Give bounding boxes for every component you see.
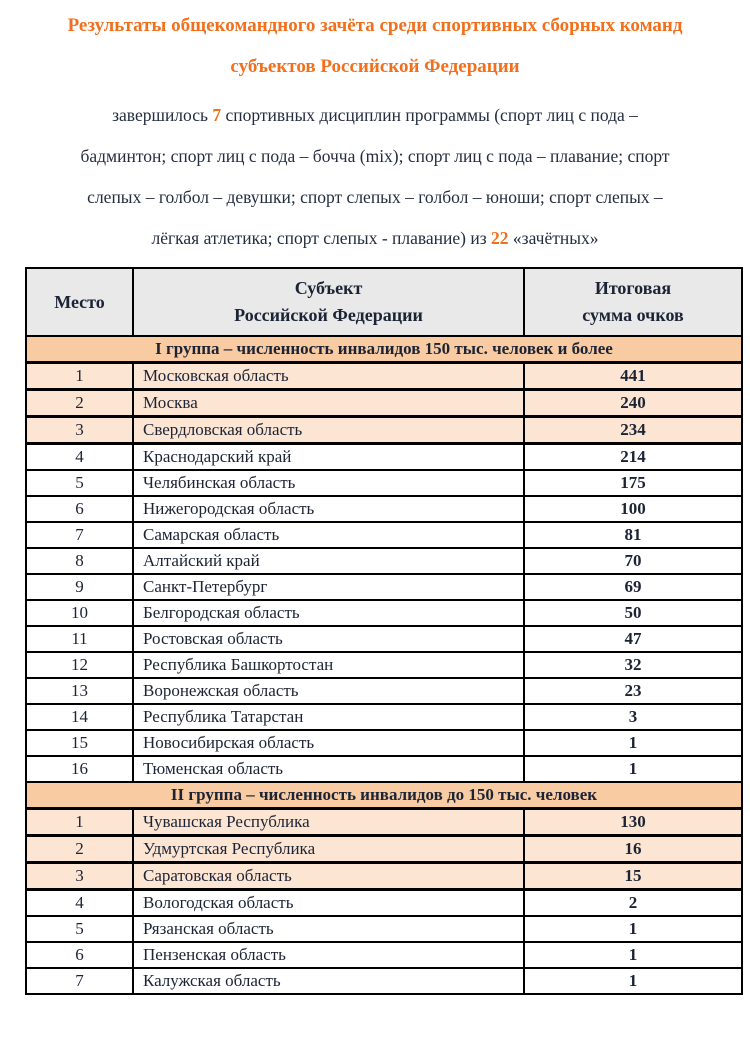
title-line-1: Результаты общекомандного зачёта среди спортивных сборных команд [67,15,683,36]
table-row [26,363,742,390]
table-body [26,336,742,994]
table-header-line: Российской Федерации [234,305,423,325]
region-name: Воронежская область [133,678,524,704]
place-value: 9 [26,574,133,600]
table-row [26,836,742,863]
table-header-line: Место [54,291,105,312]
table-row [26,496,742,522]
place-value: 6 [26,942,133,968]
score-value: 2 [524,890,742,917]
place-value: 12 [26,652,133,678]
region-name: Алтайский край [133,548,524,574]
table-row [26,678,742,704]
table-row [26,600,742,626]
region-name: Москва [133,390,524,417]
place-value: 1 [26,363,133,390]
region-name: Санкт-Петербург [133,574,524,600]
intro-line-2: бадминтон; спорт лиц с пода – бочча (mix); спорт лиц с пода – плавание; спорт [80,146,670,166]
table-row [26,809,742,836]
region-name: Вологодская область [133,890,524,917]
place-value: 7 [26,522,133,548]
place-value: 16 [26,756,133,782]
results-table [25,267,743,995]
place-value: 3 [26,417,133,444]
table-row [26,863,742,890]
document-title [0,5,750,87]
place-value: 4 [26,890,133,917]
place-value: 13 [26,678,133,704]
table-row [26,417,742,444]
region-name: Пензенская область [133,942,524,968]
region-name: Рязанская область [133,916,524,942]
region-name: Самарская область [133,522,524,548]
table-header-line: сумма очков [582,305,684,325]
intro-text: лёгкая атлетика; спорт слепых - плавание) из [151,228,492,248]
table-row [26,522,742,548]
score-value: 1 [524,942,742,968]
place-value: 14 [26,704,133,730]
score-value: 214 [524,444,742,471]
intro-text: «зачётных» [508,228,599,248]
score-value: 81 [524,522,742,548]
place-value: 6 [26,496,133,522]
score-value: 69 [524,574,742,600]
page [0,5,750,1044]
region-name: Чувашская Республика [133,809,524,836]
score-value: 130 [524,809,742,836]
table-row [26,968,742,994]
region-name: Тюменская область [133,756,524,782]
title-line-2: субъектов Российской Федерации [230,56,520,77]
table-header-line: Итоговая [594,278,672,298]
score-value: 234 [524,417,742,444]
score-value: 50 [524,600,742,626]
region-name: Калужская область [133,968,524,994]
score-value: 441 [524,363,742,390]
score-value: 1 [524,756,742,782]
table-row [26,548,742,574]
score-value: 240 [524,390,742,417]
document-page [0,5,750,1044]
table-row [26,756,742,782]
intro-line-3: слепых – голбол – девушки; спорт слепых – голбол – юноши; спорт слепых – [87,187,663,207]
place-value: 2 [26,836,133,863]
region-name: Республика Башкортостан [133,652,524,678]
place-value: 8 [26,548,133,574]
place-value: 11 [26,626,133,652]
place-value: 15 [26,730,133,756]
score-value: 1 [524,916,742,942]
table-row [26,470,742,496]
intro-text: завершилось [112,105,213,125]
table-header-cell [133,268,524,336]
table-header-line: Субъект [294,278,363,298]
region-name: Ростовская область [133,626,524,652]
table-row [26,390,742,417]
region-name: Саратовская область [133,863,524,890]
table-row [26,890,742,917]
group-header-row [26,782,742,809]
region-name: Краснодарский край [133,444,524,471]
intro-line-4 [0,218,750,259]
region-name: Новосибирская область [133,730,524,756]
table-row [26,652,742,678]
score-value: 3 [524,704,742,730]
intro-text: спортивных дисциплин программы (спорт лиц с пода – [221,105,638,125]
table-row [26,704,742,730]
intro-count-disciplines: 7 [212,105,222,125]
region-name: Нижегородская область [133,496,524,522]
region-name: Республика Татарстан [133,704,524,730]
region-name: Свердловская область [133,417,524,444]
score-value: 32 [524,652,742,678]
table-row [26,574,742,600]
place-value: 3 [26,863,133,890]
score-value: 15 [524,863,742,890]
table-row [26,942,742,968]
place-value: 10 [26,600,133,626]
score-value: 16 [524,836,742,863]
score-value: 70 [524,548,742,574]
table-header-row [26,268,742,336]
group-header-title: II группа – численность инвалидов до 150 тыс. человек [26,782,742,809]
intro-count-total: 22 [491,228,509,248]
table-header-cell [524,268,742,336]
table-row [26,626,742,652]
place-value: 5 [26,470,133,496]
group-header-title: I группа – численность инвалидов 150 тыс. человек и более [26,336,742,363]
group-header-row [26,336,742,363]
table-row [26,730,742,756]
intro-paragraph [0,95,750,259]
place-value: 5 [26,916,133,942]
region-name: Челябинская область [133,470,524,496]
region-name: Удмуртская Республика [133,836,524,863]
region-name: Московская область [133,363,524,390]
table-row [26,916,742,942]
score-value: 1 [524,730,742,756]
table-header-cell [26,268,133,336]
score-value: 23 [524,678,742,704]
place-value: 4 [26,444,133,471]
place-value: 7 [26,968,133,994]
score-value: 175 [524,470,742,496]
intro-line-1 [0,95,750,136]
table-row [26,444,742,471]
table-head [26,268,742,336]
score-value: 1 [524,968,742,994]
region-name: Белгородская область [133,600,524,626]
place-value: 2 [26,390,133,417]
score-value: 100 [524,496,742,522]
score-value: 47 [524,626,742,652]
place-value: 1 [26,809,133,836]
